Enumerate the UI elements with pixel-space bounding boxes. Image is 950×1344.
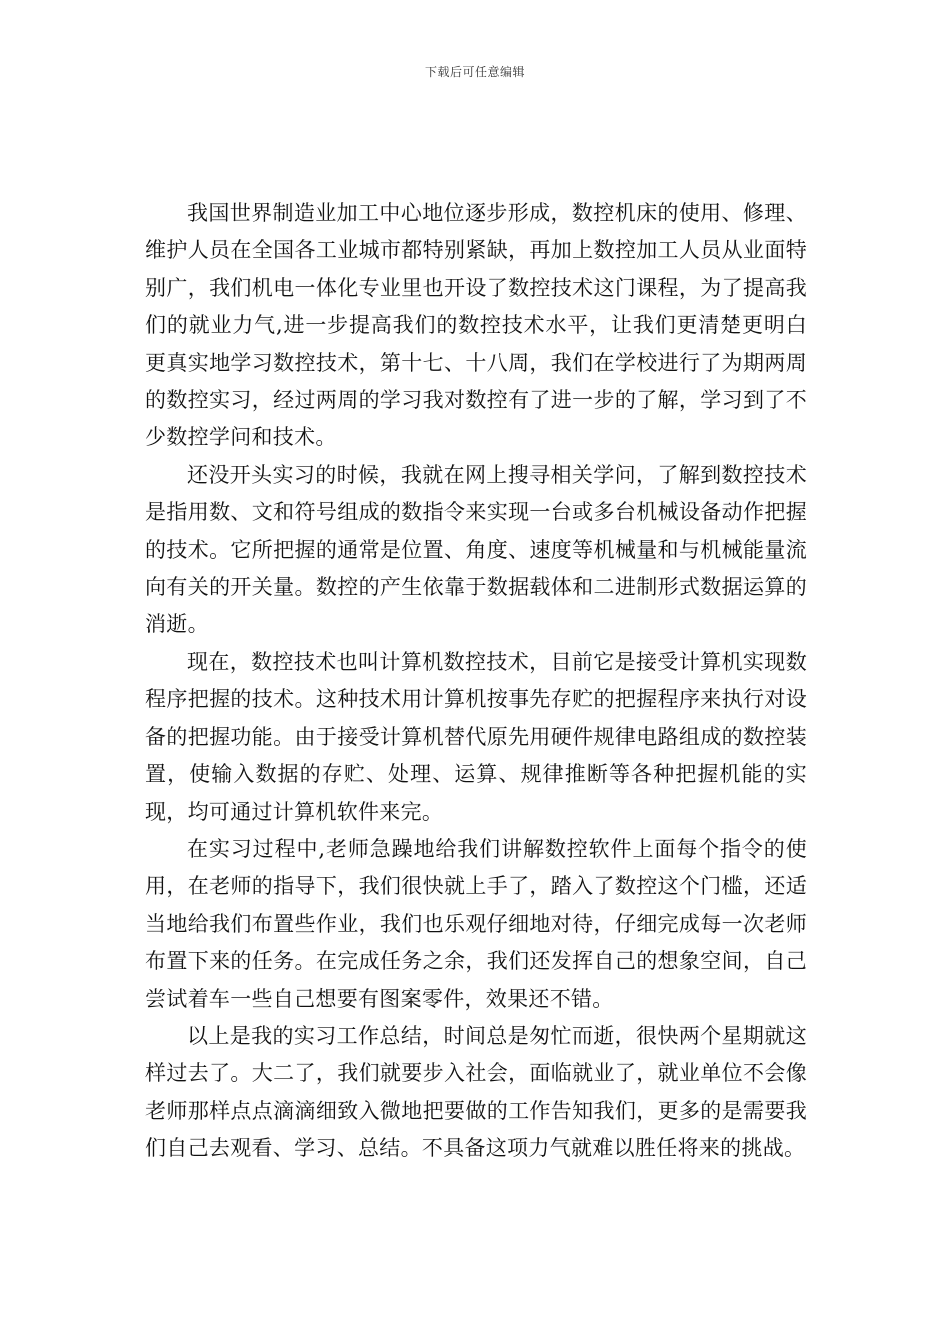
page-header: 下载后可任意编辑 (424, 65, 525, 79)
paragraph-4: 在实习过程中,老师急躁地给我们讲解数控软件上面每个指令的使用，在老师的指导下，我们很快就上手了，踏入了数控这个门槛，还适当地给我们布置些作业，我们也乐观仔细地对待，仔细完成每一次老师布置下来的任务。在完成任务之余，我们还发挥自己的想象空间，自己尝试着车一些自己想要有图案零件，效果还不错。 (145, 836, 807, 1011)
document-body (145, 195, 807, 1168)
paragraph-2: 还没开头实习的时候，我就在网上搜寻相关学问，了解到数控技术是指用数、文和符号组成的数指令来实现一台或多台机械设备动作把握的技术。它所把握的通常是位置、角度、速度等机械量和与机械能量流向有关的开关量。数控的产生依靠于数据载体和二进制形式数据运算的消逝。 (145, 462, 807, 637)
paragraph-1: 我国世界制造业加工中心地位逐步形成，数控机床的使用、修理、维护人员在全国各工业城市都特别紧缺，再加上数控加工人员从业面特别广，我们机电一体化专业里也开设了数控技术这门课程，为了提高我们的就业力气,进一步提高我们的数控技术水平，让我们更清楚更明白更真实地学习数控技术，第十七、十八周，我们在学校进行了为期两周的数控实习，经过两周的学习我对数控有了进一步的了解，学习到了不少数控学问和技术。 (145, 201, 807, 450)
paragraph-5: 以上是我的实习工作总结，时间总是匆忙而逝，很快两个星期就这样过去了。大二了，我们就要步入社会，面临就业了，就业单位不会像老师那样点点滴滴细致入微地把要做的工作告知我们，更多的是需要我们自己去观看、学习、总结。不具备这项力气就难以胜任将来的挑战。 (145, 1023, 807, 1161)
paragraph-3: 现在，数控技术也叫计算机数控技术，目前它是接受计算机实现数程序把握的技术。这种技术用计算机按事先存贮的把握程序来执行对设备的把握功能。由于接受计算机替代原先用硬件规律电路组成的数控装置，使输入数据的存贮、处理、运算、规律推断等各种把握机能的实现，均可通过计算机软件来完。 (145, 649, 807, 824)
